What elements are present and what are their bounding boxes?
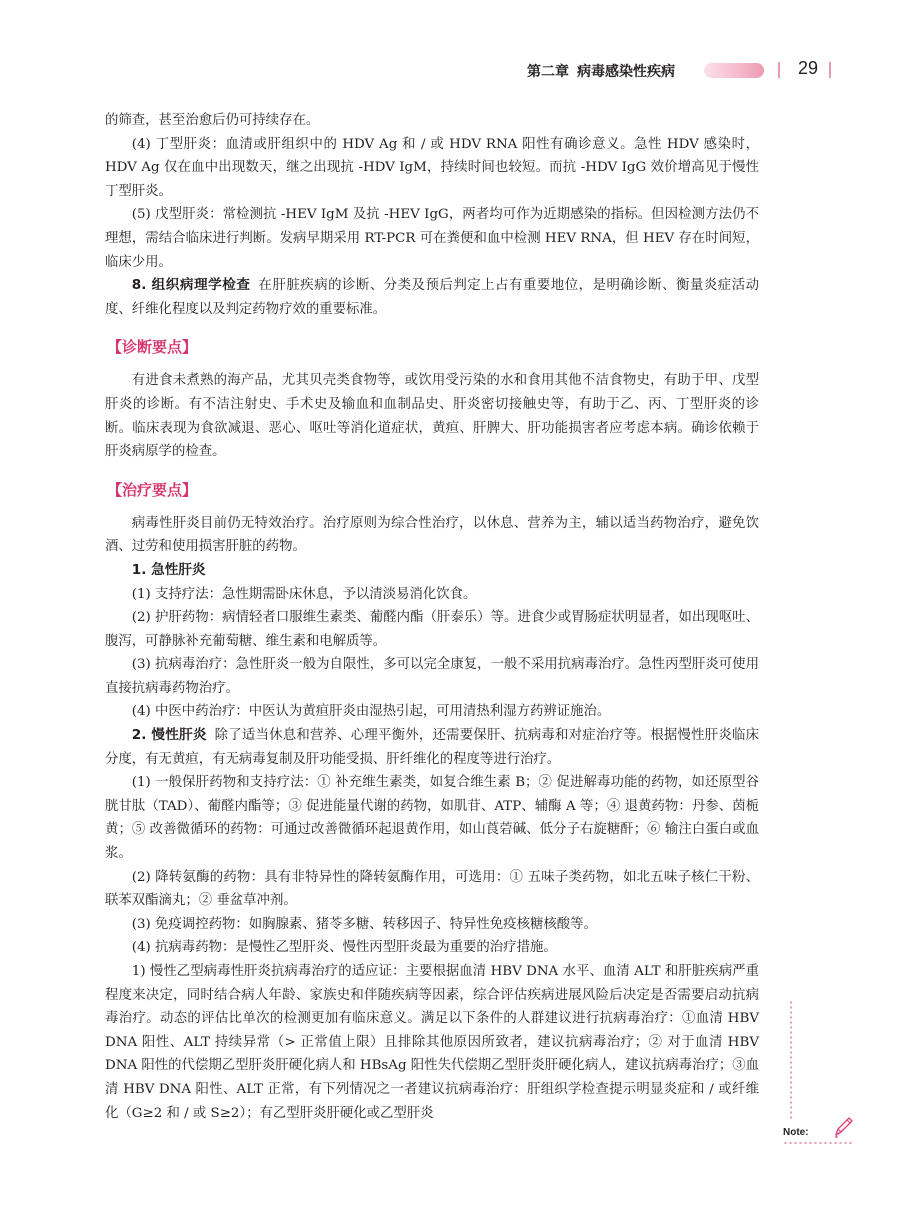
acute-heading-text: 1. 急性肝炎: [131, 561, 206, 578]
pencil-icon: [832, 1115, 854, 1139]
main-text: [105, 109, 759, 1125]
acute-item: (2) 护肝药物：病情轻者口服维生素类、葡醛内酯（肝泰乐）等。进食少或胃肠症状明显者，如出现呕吐、腹泻，可静脉补充葡萄糖、维生素和电解质等。: [105, 610, 759, 649]
header-divider-left: [778, 62, 780, 78]
chapter-number: 第二章: [527, 64, 569, 80]
treatment-intro: 病毒性肝炎目前仍无特效治疗。治疗原则为综合性治疗，以休息、营养为主，辅以适当药物治疗，避免饮酒、过劳和使用损害肝脏的药物。: [105, 515, 759, 555]
chronic-hepatitis-paragraph: [105, 724, 759, 771]
acute-item: (1) 支持疗法：急性期需卧床休息，予以清淡易消化饮食。: [131, 586, 477, 602]
chapter-title: 病毒感染性疾病: [577, 64, 675, 80]
diagnosis-heading: 【诊断要点】: [107, 338, 198, 357]
page-header: [0, 0, 900, 100]
chronic-item: (1) 一般保肝药物和支持疗法：① 补充维生素类，如复合维生素 B；② 促进解毒功能的药物，如还原型谷胱甘肽（TAD）、葡醛内酯等；③ 促进能量代谢的药物，如肌苷、ATP、辅酶 A 等；④ 退黄药物：丹参、茵栀黄；⑤ 改善微循环的药物：可通过改善微循环起退黄作用，如山莨菪碱、低分子右旋糖酐；⑥ 输注白蛋白或血浆。: [105, 775, 759, 862]
histopathology-text: 在肝脏疾病的诊断、分类及预后判定上占有重要地位，是明确诊断、衡量炎症活动度、纤维化程度以及判定药物疗效的重要标准。: [105, 278, 760, 317]
acute-item: (3) 抗病毒治疗：急性肝炎一般为自限性，多可以完全康复，一般不采用抗病毒治疗。急性丙型肝炎可使用直接抗病毒药物治疗。: [105, 657, 759, 696]
treatment-heading: 【治疗要点】: [107, 480, 198, 499]
paragraph-continuation: 的筛查，甚至治愈后仍可持续存在。: [105, 113, 320, 128]
chronic-item: (3) 免疫调控药物：如胸腺素、猪苓多糖、转移因子、特异性免疫核糖核酸等。: [131, 916, 597, 932]
acute-hepatitis-heading: [105, 559, 759, 583]
chronic-item: (4) 抗病毒药物：是慢性乙型肝炎、慢性丙型肝炎最为重要的治疗措施。: [131, 940, 557, 956]
note-underline: [783, 1142, 853, 1144]
header-decoration-pill: [704, 63, 764, 78]
paragraph-hepatitis-e: (5) 戊型肝炎：常检测抗 -HEV IgM 及抗 -HEV IgG，两者均可作为近期感染的指标。但因检测方法仍不理想，需结合临床进行判断。发病早期采用 RT-PCR 可在粪便和血中检测 HEV RNA，但 HEV 存在时间短，临床少用。: [105, 207, 759, 270]
diagnosis-text: 有进食未煮熟的海产品，尤其贝壳类食物等，或饮用受污染的水和食用其他不洁食物史，有助于甲、戊型肝炎的诊断。有不洁注射史、手术史及输血和血制品史、肝炎密切接触史等，有助于乙、丙、丁型肝炎的诊断。临床表现为食欲减退、恶心、呕吐等消化道症状，黄疸、肝脾大、肝功能损害者应考虑本病。确诊依赖于肝炎病原学的检查。: [105, 373, 759, 460]
chronic-heading-text: 2. 慢性肝炎: [131, 727, 207, 744]
note-margin-dots: [790, 1000, 792, 1120]
page-number: 29: [797, 58, 819, 78]
chronic-item: (2) 降转氨酶的药物：具有非特异性的降转氨酶作用，可选用：① 五味子类药物，如北五味子核仁干粉、联苯双酯滴丸；② 垂盆草冲剂。: [105, 869, 759, 909]
header-divider-right: [829, 62, 831, 78]
paragraph-histopathology: [105, 274, 759, 321]
note-label: Note:: [783, 1127, 809, 1138]
acute-item: (4) 中医中药治疗：中医认为黄疸肝炎由湿热引起，可用清热利湿方药辨证施治。: [131, 704, 611, 720]
running-header: [527, 61, 675, 81]
histopathology-heading: 8. 组织病理学检查: [131, 277, 251, 294]
chronic-item: 1) 慢性乙型病毒性肝炎抗病毒治疗的适应证：主要根据血清 HBV DNA 水平、血清 ALT 和肝脏疾病严重程度来决定，同时结合病人年龄、家族史和伴随疾病等因素，综合评估疾病进展风险后决定是否需要启动抗病毒治疗。动态的评估比单次的检测更加有临床意义。满足以下条件的人群建议进行抗病毒治疗：①血清 HBV DNA 阳性、ALT 持续异常（> 正常值上限）且排除其他原因所致者，建议抗病毒治疗；② 对于血清 HBV DNA 阳性的代偿期乙型肝炎肝硬化病人和 HBsAg 阳性失代偿期乙型肝炎肝硬化病人，建议抗病毒治疗；③血清 HBV DNA 阳性、ALT 正常，有下列情况之一者建议抗病毒治疗：肝组织学检查提示明显炎症和 / 或纤维化（G≥2 和 / 或 S≥2）；有乙型肝炎肝硬化或乙型肝炎: [105, 964, 759, 1121]
paragraph-hepatitis-d: (4) 丁型肝炎：血清或肝组织中的 HDV Ag 和 / 或 HDV RNA 阳性有确诊意义。急性 HDV 感染时，HDV Ag 仅在血中出现数天，继之出现抗 -HDV IgM，持续时间也较短。而抗 -HDV IgG 效价增高见于慢性丁型肝炎。: [105, 136, 759, 199]
chronic-intro: 除了适当休息和营养、心理平衡外，还需要保肝、抗病毒和对症治疗等。根据慢性肝炎临床分度，有无黄疸，有无病毒复制及肝功能受损、肝纤维化的程度等进行治疗。: [105, 728, 760, 767]
